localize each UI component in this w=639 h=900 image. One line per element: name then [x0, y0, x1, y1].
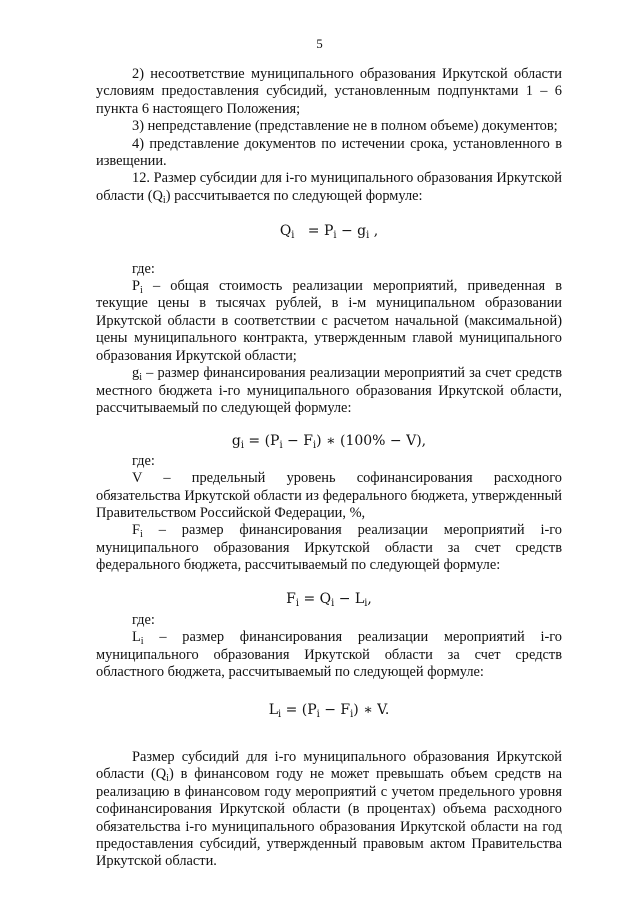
paragraph-point-12: 12. Размер субсидии для i-го муниципального образования Иркутской области $(Q_i)$ рассчитывается по следующей формуле: — [96, 170, 562, 206]
page-number: 5 — [316, 36, 323, 51]
paragraph-item-4: 4) представление документов по истечении срока, установленного в извещении. — [96, 135, 562, 170]
formula-f: $F_i = Q_i - L_i$, — [286, 590, 372, 609]
where-label: где: — [132, 452, 155, 469]
definition-p: $P_i$ – общая стоимость реализации мероприятий, приведенная в текущие цены в тысячах рублей, в i-м муниципальном образовании Иркутской области в соответствии с расчетом начальной (максимальной) цены муниципального контракта, утвержденным главой муниципального образования Иркутской области; — [96, 278, 562, 364]
definition-f: $F_i$ – размер финансирования реализации мероприятий i-го муниципального образования Иркутской области за счет средств федерального бюджета, рассчитываемый по следующей формуле: — [96, 522, 562, 574]
document-body — [96, 66, 562, 871]
definition-l: $L_i$ – размер финансирования реализации мероприятий i-го муниципального образования Иркутской области за счет средств областного бюджета, рассчитываемый по следующей формуле: — [96, 629, 562, 681]
paragraph-item-3: 3) непредставление (представление не в полном объеме) документов; — [132, 118, 558, 135]
definition-g: $g_i$ – размер финансирования реализации мероприятий за счет средств местного бюджета i-го муниципального образования Иркутской области, рассчитываемый по следующей формуле: — [96, 365, 562, 416]
paragraph-subsidy-limit: Размер субсидий для i-го муниципального образования Иркутской области $(Q_i)$ в финансовом году не может превышать объем средств на реализацию в финансовом году мероприятий с учетом предельного уровня софинансирования Иркутской области (в процентах) объема расходного обязательства i-го муниципального образования Иркутской области на год предоставления субсидий, утвержденный правовым актом Правительства Иркутской области. — [96, 749, 563, 870]
definition-v: V – предельный уровень софинансирования расходного обязательства Иркутской области из федерального бюджета, утвержденный Правительством Российской Федерации, %, — [96, 470, 562, 521]
formula-g: $g_i = (P_i - F_i)$ ∗ (100% − V), — [231, 433, 427, 452]
where-label: где: — [132, 611, 155, 628]
where-label: где: — [132, 260, 155, 277]
formula-q: $Q_i = P_i - g_i$ , — [279, 223, 379, 242]
formula-l: $L_i = (P_i - F_i)$ ∗ V. — [268, 701, 390, 720]
paragraph-item-2: 2) несоответствие муниципального образования Иркутской области условиям предоставления субсидий, установленным подпунктами 1 – 6 пункта 6 настоящего Положения; — [96, 66, 562, 117]
